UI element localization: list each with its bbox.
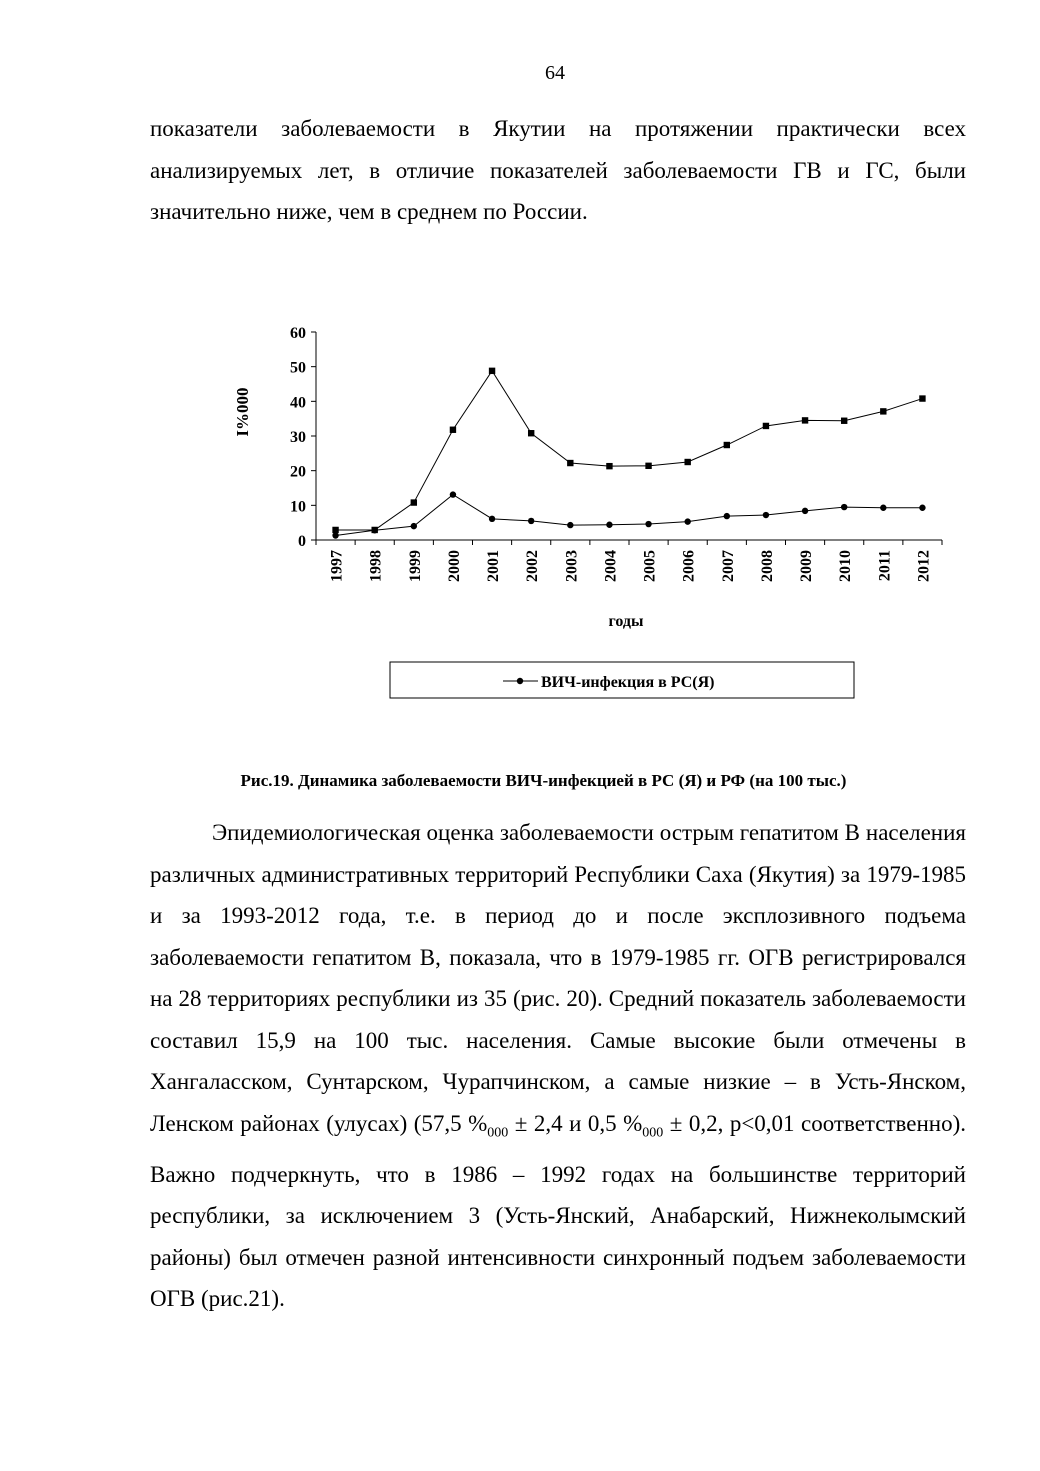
x-tick-label: 2009: [798, 550, 816, 582]
x-tick-label: 2006: [680, 550, 698, 582]
series-1-point: [802, 417, 808, 423]
series-2-point: [606, 522, 612, 528]
paragraph-top: показатели заболеваемости в Якутии на протяжении практически всех анализируемых лет, в отличие показателей заболеваемости ГВ и ГС, были значительно ниже, чем в среднем по России.: [150, 116, 966, 224]
series-1-point: [606, 463, 612, 469]
series-2-point: [645, 521, 651, 527]
figure-caption: Рис.19. Динамика заболеваемости ВИЧ-инфекцией в РС (Я) и РФ (на 100 тыс.): [240, 771, 847, 790]
series-2-point: [411, 523, 417, 529]
series-2-point: [802, 508, 808, 514]
y-axis-label: I%000: [233, 387, 252, 437]
series-1-point: [528, 430, 534, 436]
y-tick-label: 60: [290, 325, 306, 342]
paragraph-bottom: [150, 812, 966, 1320]
y-tick-label: 30: [290, 429, 306, 446]
series-2-point: [450, 491, 456, 497]
y-tick-label: 0: [298, 533, 306, 550]
x-tick-label: 2004: [602, 550, 620, 582]
series-1-point: [919, 395, 925, 401]
paragraph-text-2: ± 2,4 и 0,5 %: [508, 1110, 643, 1136]
series-2-point: [880, 505, 886, 511]
series-1-point: [450, 427, 456, 433]
series-1-point: [332, 527, 338, 533]
series-2-point: [841, 504, 847, 510]
paragraph-text-3: ± 0,2, р<0,01 соответственно). Важно подчеркнуть, что в 1986 – 1992 годах на большинстве территорий республики, за исключением 3 (Усть-Янский, Анабарский, Нижнеколымский районы) был отмечен разной интенсивности синхронный подъем заболеваемости ОГВ (рис.21).: [150, 1110, 966, 1312]
x-tick-label: 2007: [719, 550, 737, 582]
x-tick-label: 2001: [485, 550, 503, 582]
x-tick-label: 2012: [915, 550, 933, 582]
series-1-point: [645, 463, 651, 469]
series-2-point: [371, 527, 377, 533]
x-tick-label: 2003: [563, 550, 581, 582]
series-2-point: [528, 518, 534, 524]
x-tick-label: 2008: [758, 550, 776, 582]
page-number: 64: [545, 62, 565, 84]
y-tick-label: 10: [290, 498, 306, 516]
series-1-point: [411, 499, 417, 505]
chart-series: [332, 368, 925, 539]
series-1-point: [684, 459, 690, 465]
paragraph-text-1: Эпидемиологическая оценка заболеваемости острым гепатитом В населения различных административных территорий Республики Саха (Якутия) за 1979-1985 и за 1993-2012 года, т.е. в период до и после эксплозивного подъема заболеваемости гепатитом В, показала, что в 1979-1985 гг. ОГВ регистрировался на 28 территориях республики из 35 (рис. 20). Средний показатель заболеваемости составил 15,9 на 100 тыс. населения. Самые высокие были отмечены в Хангаласском, Сунтарском, Чурапчинском, а самые низкие – в Усть-Янском, Ленском районах (улусах) (57,5 %: [150, 820, 966, 1136]
x-axis-label: годы: [608, 613, 644, 630]
x-tick-label: 1998: [367, 550, 385, 582]
chart-axes: [290, 325, 942, 582]
series-2-point: [332, 532, 338, 538]
y-tick-label: 40: [290, 394, 306, 412]
series-1-point: [841, 418, 847, 424]
x-tick-label: 2011: [876, 550, 894, 582]
y-tick-label: 50: [290, 359, 306, 377]
series-2-point: [489, 516, 495, 522]
x-tick-label: 2005: [641, 550, 659, 582]
x-tick-label: 2010: [837, 550, 855, 582]
x-tick-label: 1997: [328, 550, 346, 582]
series-line-1: [336, 371, 923, 530]
legend-marker: [517, 678, 523, 684]
x-tick-label: 1999: [406, 550, 424, 582]
per-100000-subscript-1: 000: [487, 1125, 509, 1141]
series-line-2: [336, 495, 923, 536]
series-2-point: [919, 505, 925, 511]
series-2-point: [763, 512, 769, 518]
series-1-point: [880, 408, 886, 414]
legend-label: ВИЧ-инфекция в РС(Я): [541, 674, 715, 691]
chart-legend: [390, 662, 854, 698]
series-1-point: [724, 442, 730, 448]
y-tick-label: 20: [290, 463, 306, 481]
series-1-point: [567, 460, 573, 466]
series-2-point: [724, 513, 730, 519]
x-tick-label: 2000: [445, 550, 463, 582]
series-2-point: [684, 518, 690, 524]
series-1-point: [763, 423, 769, 429]
series-1-point: [489, 368, 495, 374]
per-100000-subscript-2: 000: [642, 1125, 664, 1141]
series-2-point: [567, 522, 573, 528]
x-tick-label: 2002: [524, 550, 542, 582]
